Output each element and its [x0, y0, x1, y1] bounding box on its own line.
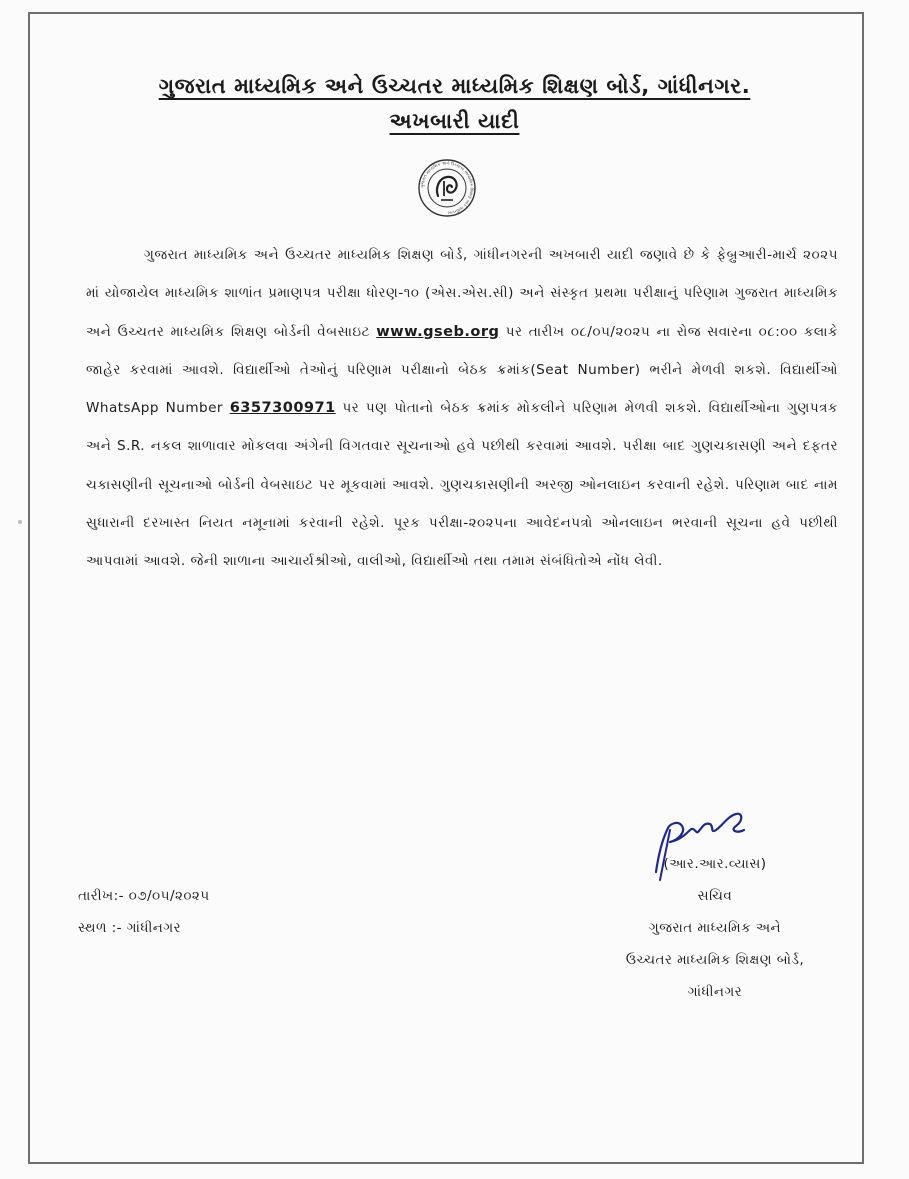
release-location: સ્થળ :- ગાંધીનગર — [78, 920, 182, 936]
signatory-org-line2: ઉચ્ચતર માધ્યમિક શિક્ષણ બોર્ડ, — [625, 952, 805, 968]
website-link[interactable]: www.gseb.org — [376, 322, 500, 340]
date-location-block — [78, 880, 210, 944]
board-title: ગુજરાત માધ્યમિક અને ઉચ્ચતર માધ્યમિક શિક્ષણ બોર્ડ, ગાંધીનગર. — [158, 74, 751, 98]
body-text-part1: ગુજરાત માધ્યમિક અને ઉચ્ચતર માધ્યમિક શિક્ષણ બોર્ડ, ગાંધીનગરની અખબારી યાદી જણાવે છે કે ફેબ્રુઆરી-માર્ચ ૨૦૨૫ માં યોજાયેલ માધ્યમિક શાળાંત પ્રમાણપત્ર પરીક્ષા ધોરણ-૧૦ (એસ.એસ.સી) અને સંસ્કૃત પ્રથમા પરીક્ષાનું પરિણામ ગુજરાત માધ્યમિક અને ઉચ્ચતર માધ્યમિક શિક્ષણ બોર્ડની વેબસાઇટ — [86, 247, 838, 340]
body-text-part2: પર તારીખ ૦૮/૦૫/૨૦૨૫ ના રોજ સવારના ૦૮:૦૦ કલાકે જાહેર કરવામાં આવશે. વિદ્યાર્થીઓ તેઓનું પરિણામ પરીક્ષાનો બેઠક ક્રમાંક(Seat Number) ભરીને મેળવી શકશે. વિદ્યાર્થીઓ WhatsApp Number — [86, 323, 838, 417]
press-release-body — [86, 236, 838, 581]
body-paragraph — [86, 236, 838, 581]
signatory-name: (આર.આર.વ્યાસ) — [663, 856, 767, 872]
signatory-org-line1: ગુજરાત માધ્યમિક અને — [648, 920, 782, 936]
press-release-heading: અખબારી યાદી — [389, 109, 520, 133]
seal-text: ગુજરાત માધ્યમિક અને ઉચ્ચતર માધ્યમિક શિક્ષણ બોર્ડ ગાંધીનગર — [419, 160, 475, 216]
signatory-block — [585, 848, 845, 1008]
signatory-designation: સચિવ — [697, 888, 733, 904]
release-date: તારીખ:- ૦૭/૦૫/૨૦૨૫ — [78, 888, 210, 904]
board-seal-logo-icon — [417, 158, 477, 218]
scan-speck — [18, 520, 22, 524]
signatory-place: ગાંધીનગર — [687, 984, 743, 1000]
body-text-part3: પર પણ પોતાનો બેઠક ક્રમાંક મોકલીને પરિણામ મેળવી શકશે. વિદ્યાર્થીઓના ગુણપત્રક અને S.R. નકલ શાળાવાર મોકલવા અંગેની વિગતવાર સૂચનાઓ હવે પછીથી કરવામાં આવશે. પરીક્ષા બાદ ગુણચકાસણી અને દફતર ચકાસણીની સૂચનાઓ બોર્ડની વેબસાઇટ પર મૂકવામાં આવશે. ગુણચકાસણીની અરજી ઓનલાઇન કરવાની રહેશે. પરિણામ બાદ નામ સુધારાની દરખાસ્ત નિયત નમૂનામાં કરવાની રહેશે. પૂરક પરીક્ષા-૨૦૨૫ના આવેદનપત્રો ઓનલાઇન ભરવાની સૂચના હવે પછીથી આપવામાં આવશે. જેની શાળાના આચાર્યશ્રીઓ, વાલીઓ, વિદ્યાર્થીઓ તથા તમામ સંબંધિતોએ નોંધ લેવી. — [86, 400, 838, 570]
whatsapp-number: 6357300971 — [229, 399, 336, 417]
